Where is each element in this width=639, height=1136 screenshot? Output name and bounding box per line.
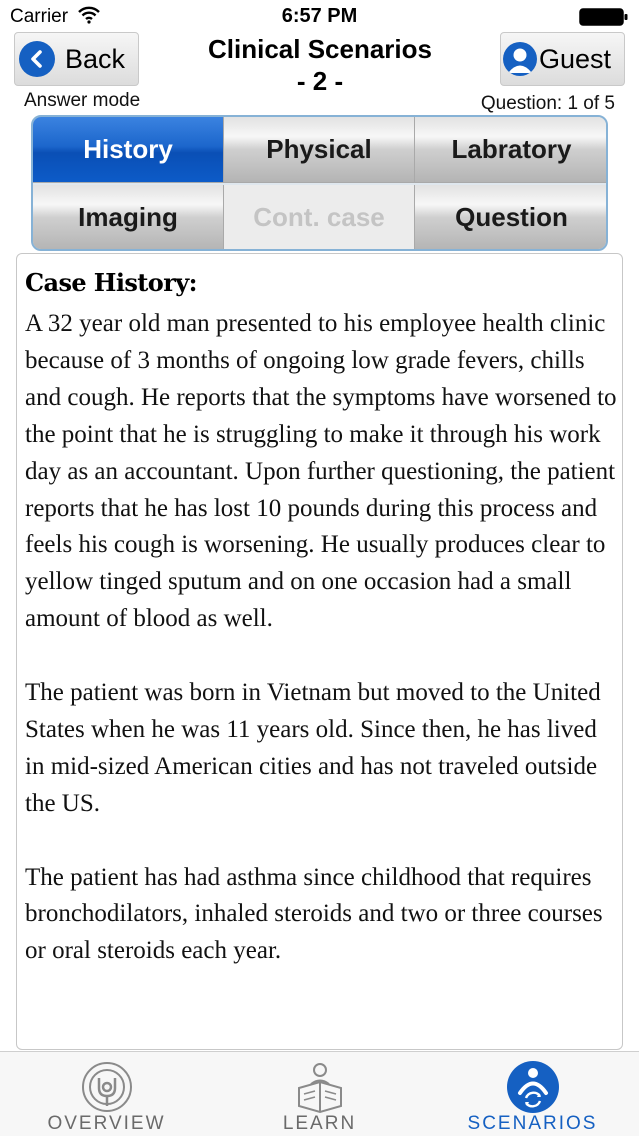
question-counter: Question: 1 of 5: [480, 93, 615, 114]
case-history-text: [25, 306, 620, 970]
tab-imaging[interactable]: Imaging: [33, 185, 224, 251]
tab-labratory[interactable]: Labratory: [415, 117, 608, 183]
case-history-panel[interactable]: [16, 253, 623, 1050]
case-paragraph: The patient was born in Vietnam but moved to the United States when he was 11 years old. Since then, he has lived in mid-sized American cities and has not traveled outside the US.: [25, 679, 601, 817]
stethoscope-icon: [80, 1060, 134, 1114]
page-title-main: Clinical Scenarios: [208, 34, 432, 64]
tabbar-scenarios[interactable]: [426, 1052, 639, 1136]
answer-mode-label: Answer mode: [24, 90, 141, 111]
tab-cont-case: Cont. case: [224, 185, 415, 251]
patient-cycle-icon: [506, 1060, 560, 1114]
guest-button[interactable]: [500, 32, 625, 86]
case-paragraph: The patient has had asthma since childhood that requires bronchodilators, inhaled steroids and two or three courses or oral steroids each year.: [25, 863, 603, 965]
tab-physical[interactable]: Physical: [224, 117, 415, 183]
section-tabs: [31, 115, 608, 251]
status-time: 6:57 PM: [281, 5, 358, 27]
page-title: [150, 33, 490, 97]
case-history-heading: Case History:: [25, 268, 197, 297]
case-paragraph: A 32 year old man presented to his employee health clinic because of 3 months of ongoing low grade fevers, chills and cough. He reports that the symptoms have worsened to the point that he is struggling to make it through his work day as an accountant. Upon further questioning, the patient reports that he has lost 10 pounds during this process and feels his cough is worsening. He usually produces clear to yellow tinged sputum and on one occasion had a small amount of blood as well.: [25, 310, 617, 633]
page-title-number: - 2 -: [296, 66, 344, 96]
reader-book-icon: [293, 1060, 347, 1114]
tabbar-overview[interactable]: [0, 1052, 213, 1136]
back-label: Back: [65, 43, 126, 74]
battery-icon: [579, 8, 629, 26]
status-bar: [0, 0, 639, 34]
guest-label: Guest: [539, 43, 612, 74]
tab-question[interactable]: Question: [415, 185, 608, 251]
tabbar-overview-label: OVERVIEW: [47, 1113, 166, 1134]
tabbar-learn-label: LEARN: [282, 1113, 357, 1134]
user-icon: [503, 42, 537, 76]
tabbar-scenarios-label: SCENARIOS: [467, 1113, 598, 1134]
tab-history[interactable]: History: [33, 117, 224, 183]
tabbar-learn[interactable]: [213, 1052, 426, 1136]
carrier-label: Carrier: [10, 6, 69, 27]
back-chevron-icon: [19, 41, 55, 77]
back-button[interactable]: [14, 32, 139, 86]
bottom-tab-bar: [0, 1051, 639, 1136]
